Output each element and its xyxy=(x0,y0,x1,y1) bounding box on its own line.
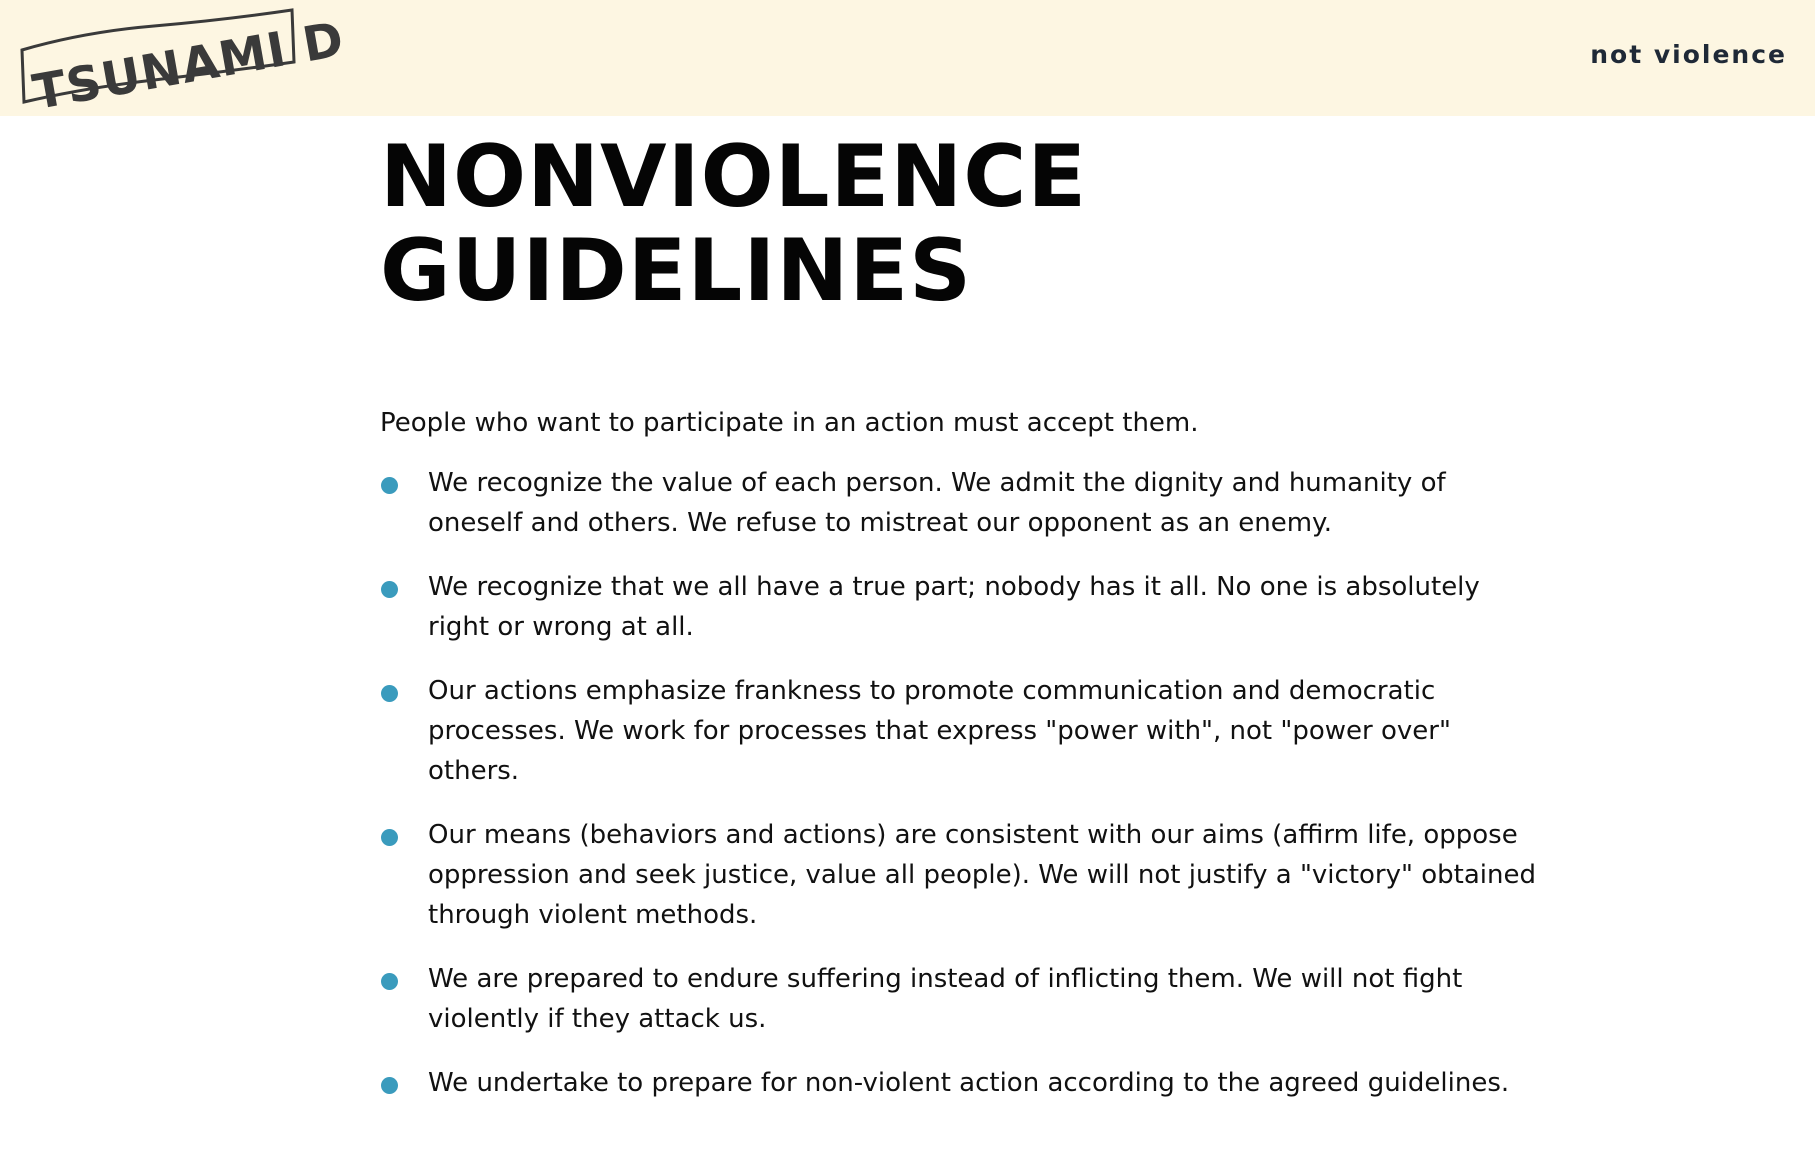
guideline-text: We are prepared to endure suffering instead of inflicting them. We will not fight violently if they attack us. xyxy=(428,964,1463,1034)
bullet-dot-icon xyxy=(381,1077,398,1094)
intro-text: People who want to participate in an action must accept them. xyxy=(380,408,1199,438)
bullet-dot-icon xyxy=(381,477,398,494)
bullet-dot-icon xyxy=(381,973,398,990)
page-title-line-2: GUIDELINES xyxy=(380,221,973,321)
logo-text: TSUNAMI D xyxy=(28,11,349,121)
guideline-text: Our actions emphasize frankness to promote communication and democratic processes. We work for processes that express "power with", not "power over" others. xyxy=(428,676,1451,786)
bullet-dot-icon xyxy=(381,829,398,846)
guideline-item xyxy=(380,671,1540,791)
guideline-item xyxy=(380,463,1540,543)
page-title xyxy=(380,127,1540,321)
guideline-text: Our means (behaviors and actions) are consistent with our aims (affirm life, oppose oppression and seek justice, value all people). We will not justify a "victory" obtained through violent methods. xyxy=(428,820,1536,930)
nav-link-not-violence[interactable]: not violence xyxy=(1590,40,1787,69)
main-content xyxy=(380,127,1540,1127)
guideline-text: We recognize that we all have a true part; nobody has it all. No one is absolutely right or wrong at all. xyxy=(428,572,1480,642)
guideline-item xyxy=(380,959,1540,1039)
guideline-text: We undertake to prepare for non-violent action according to the agreed guidelines. xyxy=(428,1068,1510,1098)
tsunami-logo[interactable] xyxy=(14,2,349,121)
guideline-text: We recognize the value of each person. We admit the dignity and humanity of oneself and others. We refuse to mistreat our opponent as an enemy. xyxy=(428,468,1446,538)
guideline-item xyxy=(380,567,1540,647)
site-header xyxy=(0,0,1815,121)
bullet-dot-icon xyxy=(381,685,398,702)
guideline-item xyxy=(380,815,1540,935)
guideline-item xyxy=(380,1063,1540,1103)
guidelines-list xyxy=(380,463,1540,1103)
page-title-line-1: NONVIOLENCE xyxy=(380,127,1088,227)
bullet-dot-icon xyxy=(381,581,398,598)
